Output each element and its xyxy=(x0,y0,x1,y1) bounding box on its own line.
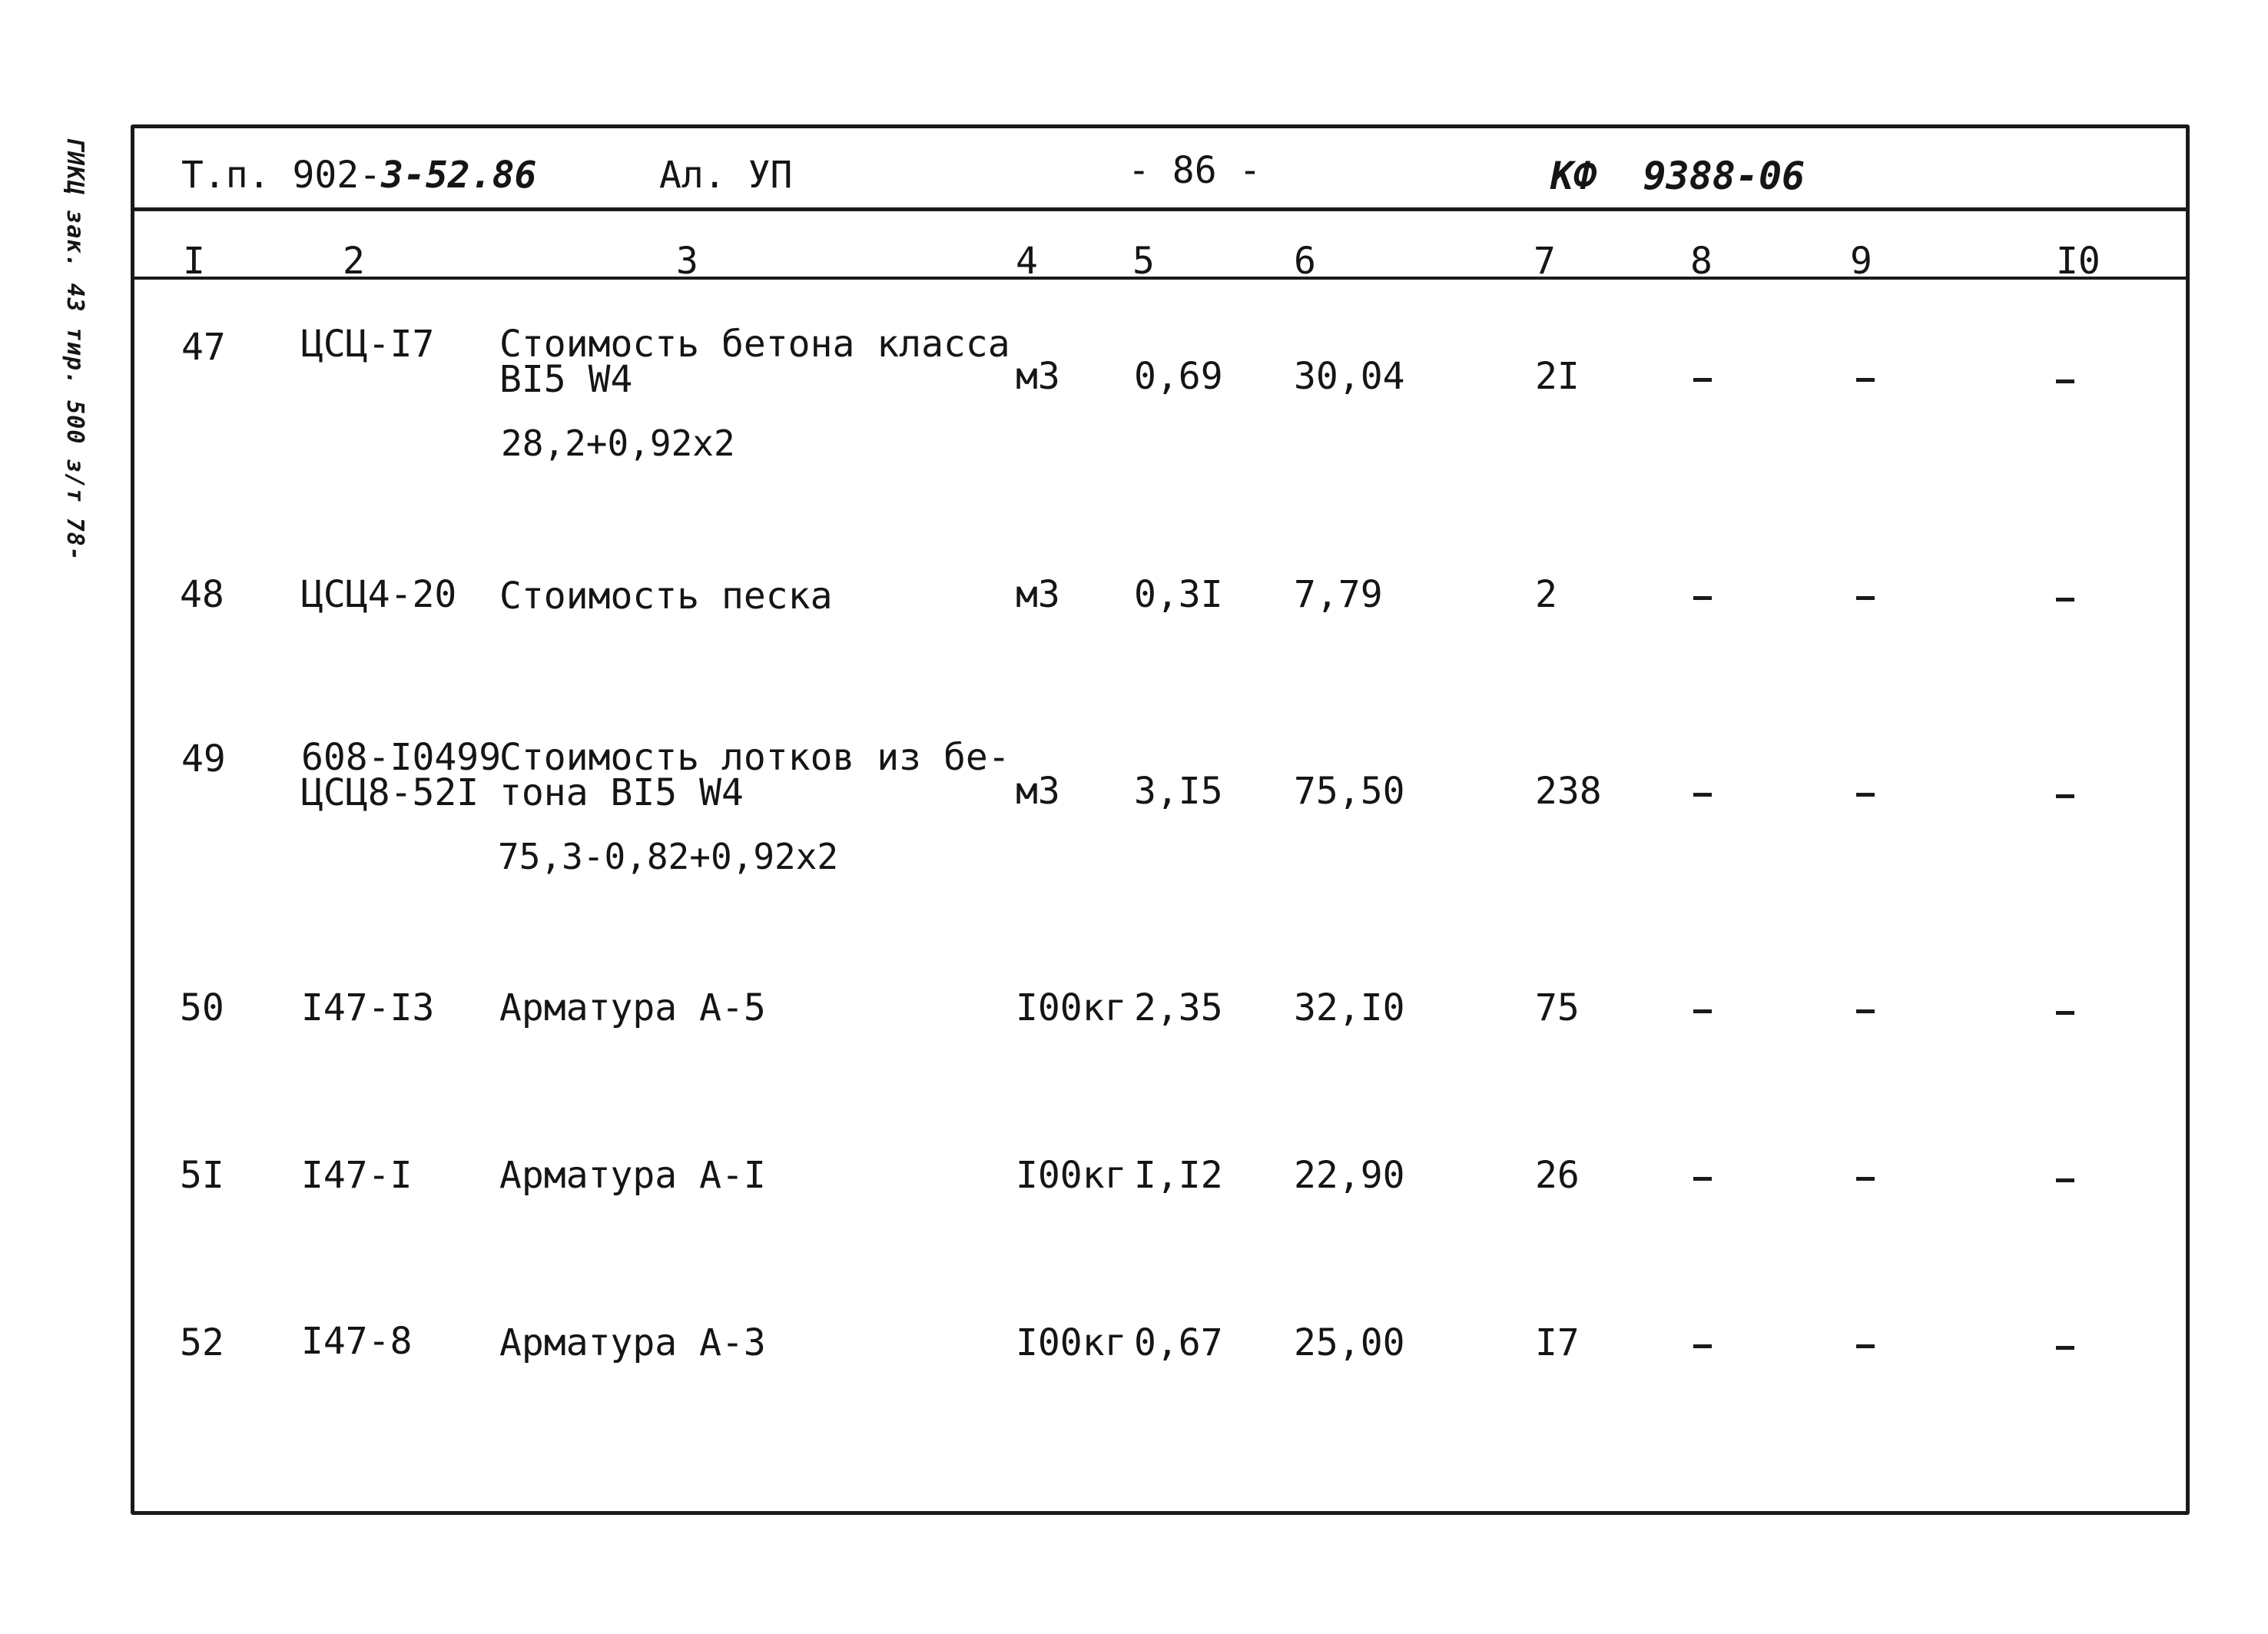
row-total: I7 xyxy=(1535,1321,1580,1364)
row-col9-dash xyxy=(1856,1009,1875,1013)
row-col9-dash xyxy=(1856,793,1875,797)
row-formula: 75,3-0,82+0,92x2 xyxy=(498,836,839,877)
row-quantity: 0,3I xyxy=(1134,573,1223,616)
table-frame xyxy=(131,124,2190,1515)
column-header-5: 5 xyxy=(1132,240,1155,283)
row-code: I47-8 xyxy=(301,1320,413,1363)
column-header-divider xyxy=(131,277,2190,280)
row-quantity: 0,67 xyxy=(1134,1321,1223,1364)
row-number: 50 xyxy=(180,986,224,1029)
row-description: Стоимость бетона класса BI5 W4 xyxy=(499,323,1010,401)
column-header-10: I0 xyxy=(2056,240,2101,283)
row-col8-dash xyxy=(1693,793,1712,797)
row-code: ЦСЦ4-20 xyxy=(301,573,457,616)
row-col8-dash xyxy=(1693,378,1712,382)
row-code: I47-I3 xyxy=(301,986,435,1029)
row-number: 49 xyxy=(181,737,226,781)
row-col8-dash xyxy=(1693,1009,1712,1013)
row-col10-dash xyxy=(2056,1011,2074,1015)
row-col9-dash xyxy=(1856,596,1875,600)
column-header-7: 7 xyxy=(1534,240,1556,283)
row-code: I47-I xyxy=(301,1154,413,1197)
row-unit: I00кг xyxy=(1016,1154,1127,1197)
page-number: - 86 - xyxy=(1128,149,1262,192)
row-unit: м3 xyxy=(1016,770,1060,813)
row-total: 2 xyxy=(1535,573,1557,616)
row-description: Арматура А-3 xyxy=(499,1321,766,1364)
document-code-number: 9388-06 xyxy=(1643,154,1805,198)
row-unit: м3 xyxy=(1016,573,1060,616)
row-quantity: I,I2 xyxy=(1134,1154,1223,1197)
row-col10-dash xyxy=(2056,1346,2074,1350)
column-header-6: 6 xyxy=(1294,240,1316,283)
row-price: 32,I0 xyxy=(1294,986,1405,1029)
project-number: Т.п. 902- xyxy=(181,154,382,197)
row-col10-dash xyxy=(2056,794,2074,798)
row-col9-dash xyxy=(1856,378,1875,382)
row-code: 608-I0499 ЦСЦ8-52I xyxy=(301,736,502,814)
row-price: 22,90 xyxy=(1294,1154,1405,1197)
side-print-stamp xyxy=(61,137,115,562)
column-header-9: 9 xyxy=(1850,240,1872,283)
row-col8-dash xyxy=(1693,1177,1712,1181)
row-col8-dash xyxy=(1693,596,1712,600)
row-quantity: 2,35 xyxy=(1134,986,1223,1029)
album-label: Ал. УП xyxy=(659,154,793,197)
document-code-prefix: КФ xyxy=(1550,154,1597,198)
column-header-2: 2 xyxy=(343,240,365,283)
row-description: Стоимость лотков из бе- тона BI5 W4 xyxy=(499,736,1010,814)
row-number: 52 xyxy=(180,1321,224,1364)
row-col9-dash xyxy=(1856,1177,1875,1181)
row-unit: м3 xyxy=(1016,355,1060,398)
row-quantity: 0,69 xyxy=(1134,355,1223,398)
document-code xyxy=(1550,154,1805,198)
column-header-4: 4 xyxy=(1016,240,1038,283)
row-price: 25,00 xyxy=(1294,1321,1405,1364)
row-price: 75,50 xyxy=(1294,770,1405,813)
project-label xyxy=(181,154,537,197)
row-description: Арматура А-5 xyxy=(499,986,766,1029)
row-col8-dash xyxy=(1693,1344,1712,1348)
row-total: 2I xyxy=(1535,355,1580,398)
row-col9-dash xyxy=(1856,1344,1875,1348)
row-price: 7,79 xyxy=(1294,573,1383,616)
row-quantity: 3,I5 xyxy=(1134,770,1223,813)
row-unit: I00кг xyxy=(1016,986,1127,1029)
row-col10-dash xyxy=(2056,379,2074,383)
column-header-3: 3 xyxy=(676,240,698,283)
row-total: 238 xyxy=(1535,770,1602,813)
side-stamp-text: ГИКЦ зак. 43 тир. 500 з/т 78- xyxy=(61,137,88,562)
row-number: 47 xyxy=(181,326,226,369)
row-description: Стоимость песка xyxy=(499,575,833,618)
row-number: 5I xyxy=(180,1154,224,1197)
row-total: 26 xyxy=(1535,1154,1580,1197)
row-code: ЦСЦ-I7 xyxy=(301,323,435,366)
row-col10-dash xyxy=(2056,598,2074,602)
row-price: 30,04 xyxy=(1294,355,1405,398)
header-divider xyxy=(131,207,2190,211)
row-description: Арматура А-I xyxy=(499,1154,766,1197)
row-formula: 28,2+0,92x2 xyxy=(501,423,735,464)
row-unit: I00кг xyxy=(1016,1321,1127,1364)
row-col10-dash xyxy=(2056,1178,2074,1182)
project-number-handwritten: 3-52.86 xyxy=(381,154,537,197)
column-header-8: 8 xyxy=(1690,240,1713,283)
row-total: 75 xyxy=(1535,986,1580,1029)
row-number: 48 xyxy=(180,573,224,616)
column-header-1: I xyxy=(183,240,205,283)
